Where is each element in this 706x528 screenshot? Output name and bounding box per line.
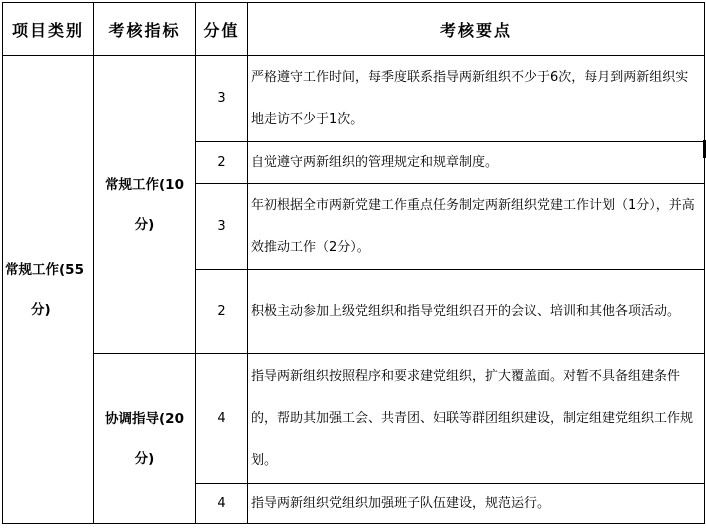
key-point-cell: 年初根据全市两新党建工作重点任务制定两新组织党建工作计划（1分），并高效推动工作（2分）。 — [248, 184, 705, 270]
header-indicator: 考核指标 — [94, 3, 196, 56]
key-point-cell: 指导两新组织党组织加强班子队伍建设，规范运行。 — [248, 484, 705, 524]
category-label-line2: 分) — [31, 301, 51, 318]
key-point-cell: 自觉遵守两新组织的管理规定和规章制度。 — [248, 142, 705, 184]
score-cell: 4 — [196, 354, 248, 484]
score-cell: 3 — [196, 56, 248, 142]
key-point-cell: 指导两新组织按照程序和要求建党组织，扩大覆盖面。对暂不具备组建条件的，帮助其加强工会、共青团、妇联等群团组织建设，制定组建党组织工作规划。 — [248, 354, 705, 484]
table-row — [3, 354, 705, 484]
table-row — [3, 56, 705, 142]
key-point-cell: 积极主动参加上级党组织和指导党组织召开的会议、培训和其他各项活动。 — [248, 270, 705, 354]
indicator-coordination-line2: 分) — [134, 450, 155, 467]
indicator-coordination-line1: 协调指导(20 — [105, 410, 184, 427]
score-cell: 3 — [196, 184, 248, 270]
indicator-cell-coordination — [94, 354, 196, 524]
category-label-line1: 常规工作(55 — [5, 261, 84, 278]
score-cell: 2 — [196, 142, 248, 184]
score-cell: 4 — [196, 484, 248, 524]
key-point-cell: 严格遵守工作时间，每季度联系指导两新组织不少于6次，每月到两新组织实地走访不少于1次。 — [248, 56, 705, 142]
score-cell: 2 — [196, 270, 248, 354]
header-score: 分值 — [196, 3, 248, 56]
header-category: 项目类别 — [3, 3, 94, 56]
header-key-points: 考核要点 — [248, 3, 705, 56]
category-cell — [3, 56, 94, 524]
header-row — [3, 3, 705, 56]
indicator-cell-routine — [94, 56, 196, 354]
indicator-routine-line1: 常规工作(10 — [105, 176, 184, 193]
indicator-routine-line2: 分) — [134, 216, 155, 233]
assessment-table — [2, 2, 705, 524]
